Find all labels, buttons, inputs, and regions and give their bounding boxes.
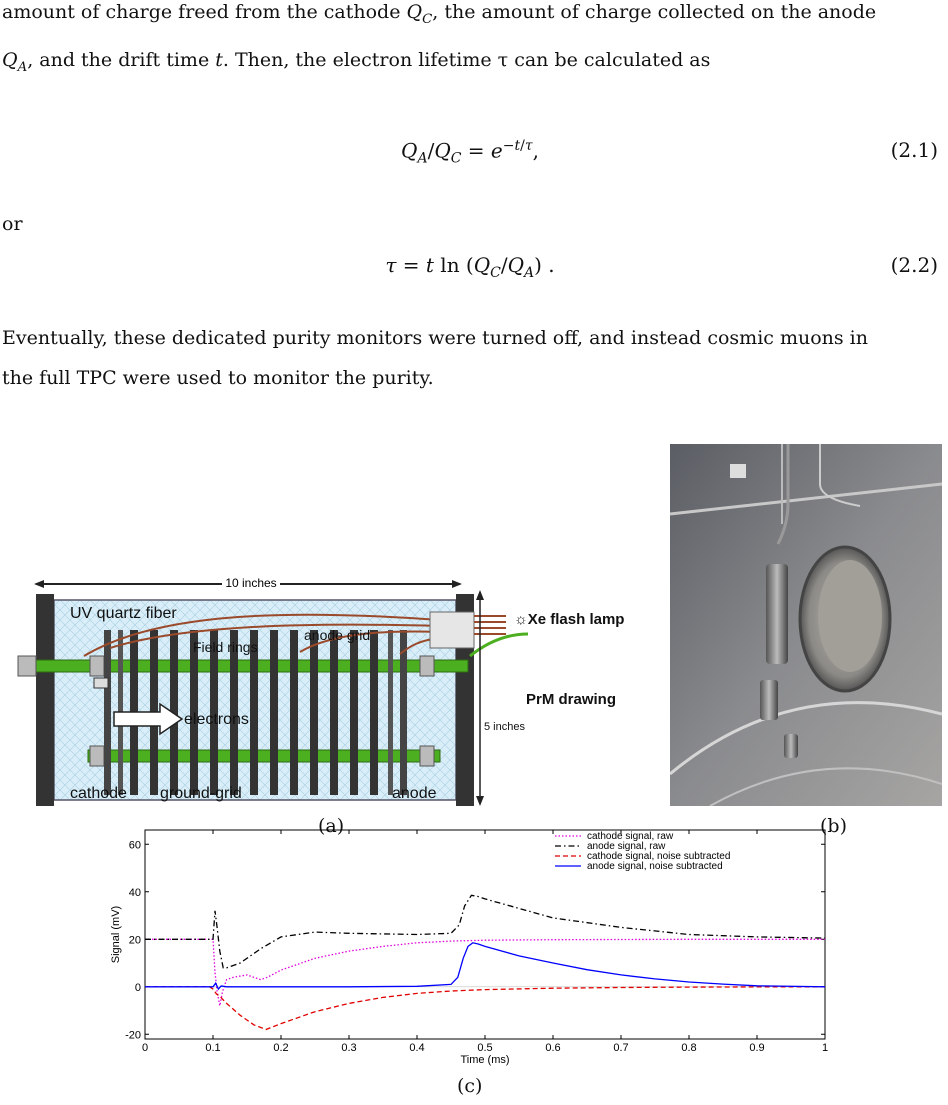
rod-nut xyxy=(420,656,434,676)
x-axis-label: Time (ms) xyxy=(460,1054,510,1066)
x-tick-label: 0.1 xyxy=(205,1042,221,1054)
or-text: or xyxy=(2,213,23,235)
y-tick-label: 60 xyxy=(128,839,141,852)
purity-monitor-photo xyxy=(670,444,942,806)
dimension-length-label: 10 inches xyxy=(225,576,277,590)
chart-legend xyxy=(555,831,730,872)
equation-2-2-body: τ = t $\ln (Q_C/Q_A)$ . xyxy=(385,253,555,281)
small-fixture xyxy=(784,734,798,758)
equation-2-1-body: $Q_A/Q_C = e^{-t/\tau}$, xyxy=(401,138,539,167)
x-tick-label: 0.7 xyxy=(613,1042,629,1054)
y-tick-label: 0 xyxy=(134,981,141,994)
cathode-label: cathode xyxy=(70,785,127,802)
anode-grid-label: anode grid xyxy=(304,627,371,643)
x-tick-label: 0.9 xyxy=(749,1042,765,1054)
rod-nut xyxy=(420,746,434,766)
x-tick-label: 0.8 xyxy=(681,1042,697,1054)
text-line-1: amount of charge freed from the cathode $Q_C$, the amount of charge collected on the anode xyxy=(2,1,877,27)
ground-grid-label: ground-grid xyxy=(160,785,242,802)
x-tick-label: 0.6 xyxy=(545,1042,561,1054)
legend-label: cathode signal, noise subtracted xyxy=(587,851,731,862)
legend-label: anode signal, noise subtracted xyxy=(587,861,723,872)
y-axis-label: Signal (mV) xyxy=(110,905,122,964)
arrow-head-icon xyxy=(34,580,44,588)
x-tick-label: 0.3 xyxy=(341,1042,357,1054)
anode-plate xyxy=(400,630,407,795)
legend-label: cathode signal, raw xyxy=(587,831,674,842)
caption-a: (a) xyxy=(318,815,345,837)
series-layer xyxy=(145,895,825,1029)
purity-monitor-drawing xyxy=(0,570,660,810)
equation-number: (2.2) xyxy=(890,253,938,277)
caption-c: (c) xyxy=(457,1075,483,1097)
series-line-1 xyxy=(145,939,825,1006)
fiber-feedthrough xyxy=(430,612,474,648)
series-line-3 xyxy=(145,987,825,1030)
x-tick-label: 1 xyxy=(821,1042,829,1054)
series-line-4 xyxy=(145,943,825,989)
xe-lamp-label: ☼Xe flash lamp xyxy=(514,611,625,628)
hv-cable xyxy=(470,634,528,656)
paragraph-intro xyxy=(2,0,940,88)
rod-nut xyxy=(90,746,104,766)
photocathode-holder xyxy=(94,678,108,688)
x-tick-label: 0 xyxy=(141,1042,149,1054)
caption-b: (b) xyxy=(820,815,847,837)
field-rings-label: Field rings xyxy=(193,639,258,655)
text-line-2: $Q_A$, and the drift time t. Then, the electron lifetime τ can be calculated as xyxy=(2,48,711,75)
monitor-base xyxy=(760,680,778,720)
y-tick-label: -20 xyxy=(125,1029,141,1042)
bracket xyxy=(730,464,746,478)
prm-drawing-label: PrM drawing xyxy=(526,691,617,708)
fiber-outputs xyxy=(474,616,506,634)
flash-lamp-icon: ☼ xyxy=(514,611,528,628)
viewport-window xyxy=(818,560,882,672)
x-tick-label: 0.5 xyxy=(477,1042,493,1054)
arrow-head-icon xyxy=(476,590,484,600)
arrow-head-icon xyxy=(476,796,484,806)
series-line-2 xyxy=(145,895,825,968)
y-tick-label: 20 xyxy=(128,934,141,947)
equation-number: (2.1) xyxy=(890,138,938,162)
cathode-plate xyxy=(104,630,111,795)
anode-grid-plate xyxy=(388,630,393,795)
legend-label: anode signal, raw xyxy=(587,841,666,852)
monitor-tube xyxy=(766,564,788,664)
purity-signal-chart xyxy=(105,827,838,1072)
electrons-label: electrons xyxy=(184,711,249,728)
dimension-height-label: 5 inches xyxy=(484,721,525,733)
rod-nut xyxy=(18,656,36,676)
x-tick-label: 0.2 xyxy=(273,1042,289,1054)
support-rod-bottom xyxy=(88,750,440,762)
text-line-3: Eventually, these dedicated purity monitors were turned off, and instead cosmic muons in xyxy=(2,327,868,349)
paragraph-purity xyxy=(2,318,940,398)
rod-nut xyxy=(90,656,104,676)
left-end-cap xyxy=(36,594,54,806)
anode-label: anode xyxy=(392,785,437,802)
x-tick-label: 0.4 xyxy=(409,1042,425,1054)
uv-fiber-label: UV quartz fiber xyxy=(70,605,177,622)
y-tick-label: 40 xyxy=(128,886,141,899)
text-line-4: the full TPC were used to monitor the purity. xyxy=(2,367,434,389)
arrow-head-icon xyxy=(452,580,462,588)
